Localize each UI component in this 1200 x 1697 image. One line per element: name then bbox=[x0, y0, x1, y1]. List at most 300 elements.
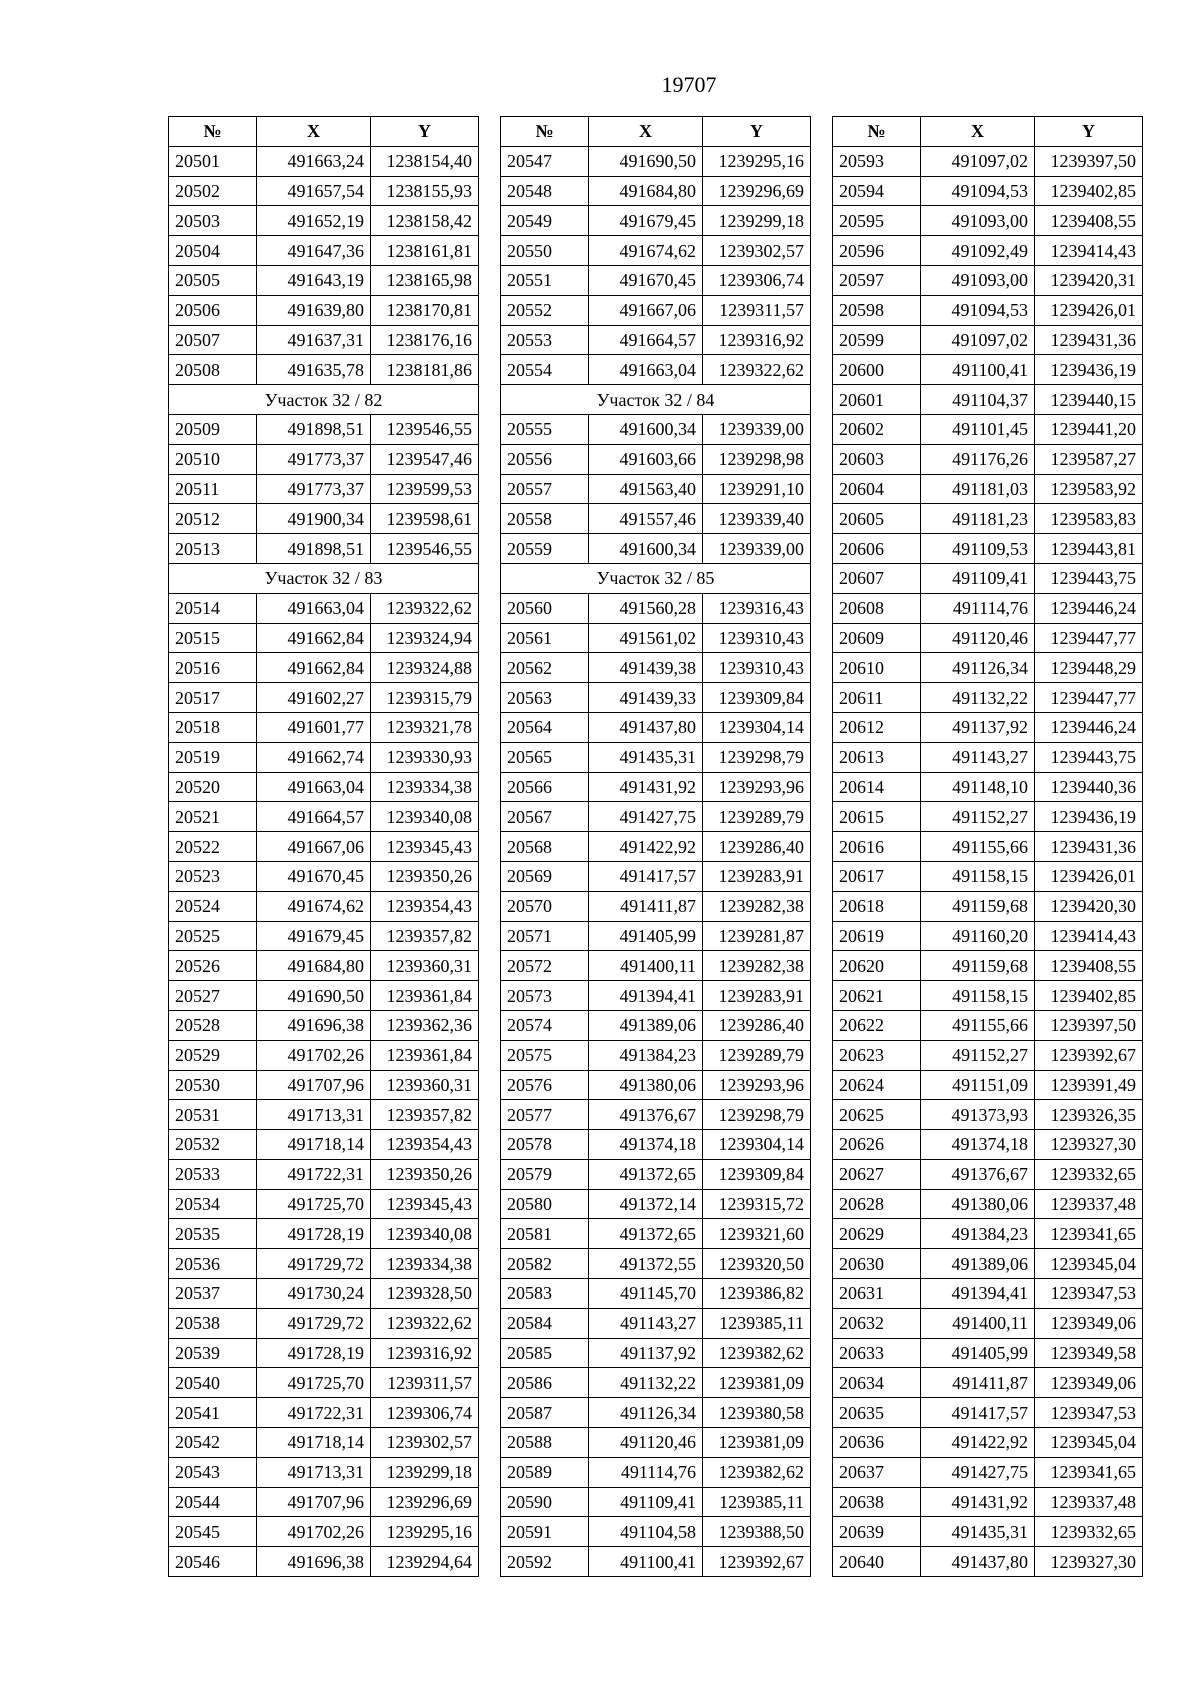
x-coordinate-cell: 491151,09 bbox=[921, 1070, 1035, 1100]
table-row bbox=[501, 772, 811, 802]
x-coordinate-cell: 491674,62 bbox=[257, 891, 371, 921]
point-number-cell: 20575 bbox=[501, 1040, 589, 1070]
y-coordinate-cell: 1239345,43 bbox=[371, 832, 479, 862]
point-number-cell: 20626 bbox=[833, 1130, 921, 1160]
y-coordinate-cell: 1239420,30 bbox=[1035, 891, 1143, 921]
x-coordinate-cell: 491561,02 bbox=[589, 623, 703, 653]
table-row bbox=[501, 1398, 811, 1428]
x-coordinate-cell: 491600,34 bbox=[589, 534, 703, 564]
x-coordinate-cell: 491690,50 bbox=[257, 981, 371, 1011]
y-coordinate-cell: 1239447,77 bbox=[1035, 683, 1143, 713]
table-row bbox=[501, 1279, 811, 1309]
table-row bbox=[501, 474, 811, 504]
table-row bbox=[501, 1368, 811, 1398]
table-row bbox=[169, 951, 479, 981]
y-coordinate-cell: 1239385,11 bbox=[703, 1308, 811, 1338]
x-coordinate-cell: 491097,02 bbox=[921, 325, 1035, 355]
y-coordinate-cell: 1239298,79 bbox=[703, 742, 811, 772]
point-number-cell: 20608 bbox=[833, 593, 921, 623]
y-coordinate-cell: 1239324,94 bbox=[371, 623, 479, 653]
y-coordinate-cell: 1239402,85 bbox=[1035, 981, 1143, 1011]
y-coordinate-cell: 1239334,38 bbox=[371, 772, 479, 802]
table-row bbox=[833, 861, 1143, 891]
x-coordinate-cell: 491725,70 bbox=[257, 1189, 371, 1219]
y-coordinate-cell: 1239293,96 bbox=[703, 1070, 811, 1100]
point-number-cell: 20510 bbox=[169, 444, 257, 474]
x-coordinate-cell: 491132,22 bbox=[921, 683, 1035, 713]
y-coordinate-cell: 1239386,82 bbox=[703, 1279, 811, 1309]
point-number-cell: 20524 bbox=[169, 891, 257, 921]
x-coordinate-cell: 491707,96 bbox=[257, 1487, 371, 1517]
y-coordinate-cell: 1239426,01 bbox=[1035, 861, 1143, 891]
y-coordinate-cell: 1239441,20 bbox=[1035, 414, 1143, 444]
x-coordinate-cell: 491898,51 bbox=[257, 414, 371, 444]
table-row bbox=[501, 891, 811, 921]
y-coordinate-cell: 1239291,10 bbox=[703, 474, 811, 504]
y-coordinate-cell: 1239587,27 bbox=[1035, 444, 1143, 474]
point-number-cell: 20611 bbox=[833, 683, 921, 713]
table-row bbox=[501, 593, 811, 623]
point-number-cell: 20576 bbox=[501, 1070, 589, 1100]
x-coordinate-cell: 491670,45 bbox=[257, 861, 371, 891]
x-coordinate-cell: 491439,38 bbox=[589, 653, 703, 683]
x-coordinate-cell: 491722,31 bbox=[257, 1159, 371, 1189]
point-number-cell: 20623 bbox=[833, 1040, 921, 1070]
y-coordinate-cell: 1239440,36 bbox=[1035, 772, 1143, 802]
table-row bbox=[169, 1100, 479, 1130]
x-coordinate-cell: 491093,00 bbox=[921, 265, 1035, 295]
point-number-cell: 20553 bbox=[501, 325, 589, 355]
y-coordinate-cell: 1239361,84 bbox=[371, 981, 479, 1011]
y-coordinate-cell: 1239345,04 bbox=[1035, 1249, 1143, 1279]
table-row bbox=[833, 563, 1143, 593]
header-x: X bbox=[589, 117, 703, 147]
table-row bbox=[169, 1070, 479, 1100]
y-coordinate-cell: 1238158,42 bbox=[371, 206, 479, 236]
point-number-cell: 20522 bbox=[169, 832, 257, 862]
table-row bbox=[501, 712, 811, 742]
x-coordinate-cell: 491389,06 bbox=[589, 1010, 703, 1040]
y-coordinate-cell: 1239322,62 bbox=[703, 355, 811, 385]
table-row bbox=[833, 1279, 1143, 1309]
y-coordinate-cell: 1239446,24 bbox=[1035, 712, 1143, 742]
table-row bbox=[833, 981, 1143, 1011]
table-row bbox=[833, 1457, 1143, 1487]
x-coordinate-cell: 491158,15 bbox=[921, 981, 1035, 1011]
table-row bbox=[833, 1547, 1143, 1577]
table-row bbox=[833, 1428, 1143, 1458]
point-number-cell: 20509 bbox=[169, 414, 257, 444]
table-row bbox=[501, 265, 811, 295]
x-coordinate-cell: 491773,37 bbox=[257, 444, 371, 474]
x-coordinate-cell: 491137,92 bbox=[921, 712, 1035, 742]
y-coordinate-cell: 1239350,26 bbox=[371, 1159, 479, 1189]
x-coordinate-cell: 491437,80 bbox=[589, 712, 703, 742]
point-number-cell: 20618 bbox=[833, 891, 921, 921]
x-coordinate-cell: 491900,34 bbox=[257, 504, 371, 534]
table-row bbox=[833, 414, 1143, 444]
point-number-cell: 20559 bbox=[501, 534, 589, 564]
y-coordinate-cell: 1239340,08 bbox=[371, 1219, 479, 1249]
table-row bbox=[169, 325, 479, 355]
y-coordinate-cell: 1239282,38 bbox=[703, 891, 811, 921]
point-number-cell: 20535 bbox=[169, 1219, 257, 1249]
x-coordinate-cell: 491094,53 bbox=[921, 176, 1035, 206]
point-number-cell: 20552 bbox=[501, 295, 589, 325]
table-row bbox=[833, 206, 1143, 236]
y-coordinate-cell: 1239546,55 bbox=[371, 414, 479, 444]
point-number-cell: 20633 bbox=[833, 1338, 921, 1368]
y-coordinate-cell: 1239302,57 bbox=[371, 1428, 479, 1458]
section-row bbox=[169, 563, 479, 593]
coordinates-table-3 bbox=[832, 116, 1143, 1577]
table-row bbox=[501, 1517, 811, 1547]
point-number-cell: 20578 bbox=[501, 1130, 589, 1160]
y-coordinate-cell: 1239332,65 bbox=[1035, 1517, 1143, 1547]
x-coordinate-cell: 491389,06 bbox=[921, 1249, 1035, 1279]
y-coordinate-cell: 1239281,87 bbox=[703, 921, 811, 951]
point-number-cell: 20538 bbox=[169, 1308, 257, 1338]
y-coordinate-cell: 1239332,65 bbox=[1035, 1159, 1143, 1189]
point-number-cell: 20585 bbox=[501, 1338, 589, 1368]
x-coordinate-cell: 491384,23 bbox=[589, 1040, 703, 1070]
table-row bbox=[169, 1159, 479, 1189]
y-coordinate-cell: 1239322,62 bbox=[371, 1308, 479, 1338]
y-coordinate-cell: 1239431,36 bbox=[1035, 325, 1143, 355]
x-coordinate-cell: 491679,45 bbox=[589, 206, 703, 236]
x-coordinate-cell: 491411,87 bbox=[589, 891, 703, 921]
x-coordinate-cell: 491431,92 bbox=[921, 1487, 1035, 1517]
point-number-cell: 20582 bbox=[501, 1249, 589, 1279]
y-coordinate-cell: 1239339,00 bbox=[703, 534, 811, 564]
x-coordinate-cell: 491725,70 bbox=[257, 1368, 371, 1398]
table-row bbox=[833, 236, 1143, 266]
x-coordinate-cell: 491713,31 bbox=[257, 1100, 371, 1130]
table-row bbox=[169, 1040, 479, 1070]
table-row bbox=[169, 1517, 479, 1547]
point-number-cell: 20584 bbox=[501, 1308, 589, 1338]
point-number-cell: 20544 bbox=[169, 1487, 257, 1517]
table-row bbox=[169, 206, 479, 236]
point-number-cell: 20592 bbox=[501, 1547, 589, 1577]
table-row bbox=[169, 1487, 479, 1517]
table-row bbox=[169, 1308, 479, 1338]
point-number-cell: 20631 bbox=[833, 1279, 921, 1309]
table-row bbox=[501, 861, 811, 891]
table-header-row bbox=[169, 117, 479, 147]
x-coordinate-cell: 491773,37 bbox=[257, 474, 371, 504]
x-coordinate-cell: 491603,66 bbox=[589, 444, 703, 474]
table-row bbox=[833, 832, 1143, 862]
table-row bbox=[501, 236, 811, 266]
point-number-cell: 20587 bbox=[501, 1398, 589, 1428]
x-coordinate-cell: 491422,92 bbox=[921, 1428, 1035, 1458]
point-number-cell: 20601 bbox=[833, 385, 921, 415]
table-row bbox=[169, 1130, 479, 1160]
x-coordinate-cell: 491374,18 bbox=[589, 1130, 703, 1160]
y-coordinate-cell: 1239304,14 bbox=[703, 1130, 811, 1160]
x-coordinate-cell: 491376,67 bbox=[589, 1100, 703, 1130]
point-number-cell: 20600 bbox=[833, 355, 921, 385]
table-row bbox=[501, 1189, 811, 1219]
x-coordinate-cell: 491160,20 bbox=[921, 921, 1035, 951]
x-coordinate-cell: 491702,26 bbox=[257, 1040, 371, 1070]
x-coordinate-cell: 491696,38 bbox=[257, 1547, 371, 1577]
x-coordinate-cell: 491181,23 bbox=[921, 504, 1035, 534]
table-row bbox=[169, 593, 479, 623]
section-title: Участок 32 / 85 bbox=[501, 563, 811, 593]
y-coordinate-cell: 1239339,40 bbox=[703, 504, 811, 534]
point-number-cell: 20621 bbox=[833, 981, 921, 1011]
y-coordinate-cell: 1239298,79 bbox=[703, 1100, 811, 1130]
table-row bbox=[501, 295, 811, 325]
point-number-cell: 20572 bbox=[501, 951, 589, 981]
y-coordinate-cell: 1239382,62 bbox=[703, 1457, 811, 1487]
y-coordinate-cell: 1239397,50 bbox=[1035, 146, 1143, 176]
table-row bbox=[169, 891, 479, 921]
table-row bbox=[169, 683, 479, 713]
point-number-cell: 20518 bbox=[169, 712, 257, 742]
table-row bbox=[833, 504, 1143, 534]
table-row bbox=[833, 1308, 1143, 1338]
y-coordinate-cell: 1239392,67 bbox=[1035, 1040, 1143, 1070]
point-number-cell: 20612 bbox=[833, 712, 921, 742]
y-coordinate-cell: 1239341,65 bbox=[1035, 1219, 1143, 1249]
x-coordinate-cell: 491601,77 bbox=[257, 712, 371, 742]
x-coordinate-cell: 491663,04 bbox=[589, 355, 703, 385]
y-coordinate-cell: 1239302,57 bbox=[703, 236, 811, 266]
point-number-cell: 20545 bbox=[169, 1517, 257, 1547]
point-number-cell: 20589 bbox=[501, 1457, 589, 1487]
table-row bbox=[833, 1189, 1143, 1219]
point-number-cell: 20562 bbox=[501, 653, 589, 683]
point-number-cell: 20529 bbox=[169, 1040, 257, 1070]
x-coordinate-cell: 491422,92 bbox=[589, 832, 703, 862]
x-coordinate-cell: 491109,53 bbox=[921, 534, 1035, 564]
x-coordinate-cell: 491100,41 bbox=[589, 1547, 703, 1577]
x-coordinate-cell: 491707,96 bbox=[257, 1070, 371, 1100]
point-number-cell: 20634 bbox=[833, 1368, 921, 1398]
table-row bbox=[501, 206, 811, 236]
table-row bbox=[169, 802, 479, 832]
x-coordinate-cell: 491702,26 bbox=[257, 1517, 371, 1547]
x-coordinate-cell: 491100,41 bbox=[921, 355, 1035, 385]
x-coordinate-cell: 491431,92 bbox=[589, 772, 703, 802]
x-coordinate-cell: 491667,06 bbox=[589, 295, 703, 325]
x-coordinate-cell: 491728,19 bbox=[257, 1338, 371, 1368]
table-row bbox=[501, 981, 811, 1011]
y-coordinate-cell: 1238181,86 bbox=[371, 355, 479, 385]
point-number-cell: 20603 bbox=[833, 444, 921, 474]
point-number-cell: 20567 bbox=[501, 802, 589, 832]
y-coordinate-cell: 1239360,31 bbox=[371, 951, 479, 981]
table-row bbox=[501, 1130, 811, 1160]
y-coordinate-cell: 1239583,92 bbox=[1035, 474, 1143, 504]
y-coordinate-cell: 1239392,67 bbox=[703, 1547, 811, 1577]
table-row bbox=[169, 832, 479, 862]
x-coordinate-cell: 491730,24 bbox=[257, 1279, 371, 1309]
point-number-cell: 20639 bbox=[833, 1517, 921, 1547]
x-coordinate-cell: 491557,46 bbox=[589, 504, 703, 534]
y-coordinate-cell: 1239397,50 bbox=[1035, 1010, 1143, 1040]
table-row bbox=[501, 1308, 811, 1338]
point-number-cell: 20506 bbox=[169, 295, 257, 325]
point-number-cell: 20590 bbox=[501, 1487, 589, 1517]
point-number-cell: 20558 bbox=[501, 504, 589, 534]
x-coordinate-cell: 491405,99 bbox=[921, 1338, 1035, 1368]
x-coordinate-cell: 491439,33 bbox=[589, 683, 703, 713]
table-body bbox=[169, 146, 479, 1576]
point-number-cell: 20574 bbox=[501, 1010, 589, 1040]
x-coordinate-cell: 491372,65 bbox=[589, 1219, 703, 1249]
point-number-cell: 20635 bbox=[833, 1398, 921, 1428]
point-number-cell: 20604 bbox=[833, 474, 921, 504]
table-row bbox=[169, 265, 479, 295]
x-coordinate-cell: 491602,27 bbox=[257, 683, 371, 713]
x-coordinate-cell: 491380,06 bbox=[589, 1070, 703, 1100]
table-row bbox=[833, 1398, 1143, 1428]
table-row bbox=[833, 295, 1143, 325]
y-coordinate-cell: 1239315,72 bbox=[703, 1189, 811, 1219]
point-number-cell: 20523 bbox=[169, 861, 257, 891]
x-coordinate-cell: 491380,06 bbox=[921, 1189, 1035, 1219]
x-coordinate-cell: 491417,57 bbox=[589, 861, 703, 891]
table-row bbox=[833, 1338, 1143, 1368]
x-coordinate-cell: 491729,72 bbox=[257, 1308, 371, 1338]
point-number-cell: 20570 bbox=[501, 891, 589, 921]
point-number-cell: 20580 bbox=[501, 1189, 589, 1219]
x-coordinate-cell: 491158,15 bbox=[921, 861, 1035, 891]
table-body bbox=[501, 146, 811, 1576]
table-row bbox=[833, 444, 1143, 474]
x-coordinate-cell: 491372,55 bbox=[589, 1249, 703, 1279]
y-coordinate-cell: 1238176,16 bbox=[371, 325, 479, 355]
point-number-cell: 20507 bbox=[169, 325, 257, 355]
point-number-cell: 20549 bbox=[501, 206, 589, 236]
point-number-cell: 20595 bbox=[833, 206, 921, 236]
y-coordinate-cell: 1239337,48 bbox=[1035, 1189, 1143, 1219]
table-row bbox=[501, 355, 811, 385]
x-coordinate-cell: 491417,57 bbox=[921, 1398, 1035, 1428]
section-row bbox=[169, 385, 479, 415]
point-number-cell: 20554 bbox=[501, 355, 589, 385]
y-coordinate-cell: 1239295,16 bbox=[703, 146, 811, 176]
table-row bbox=[501, 921, 811, 951]
x-coordinate-cell: 491109,41 bbox=[589, 1487, 703, 1517]
x-coordinate-cell: 491155,66 bbox=[921, 1010, 1035, 1040]
y-coordinate-cell: 1239309,84 bbox=[703, 1159, 811, 1189]
table-row bbox=[169, 653, 479, 683]
y-coordinate-cell: 1239350,26 bbox=[371, 861, 479, 891]
table-row bbox=[169, 504, 479, 534]
y-coordinate-cell: 1239440,15 bbox=[1035, 385, 1143, 415]
y-coordinate-cell: 1239310,43 bbox=[703, 623, 811, 653]
table-row bbox=[501, 832, 811, 862]
x-coordinate-cell: 491109,41 bbox=[921, 563, 1035, 593]
point-number-cell: 20609 bbox=[833, 623, 921, 653]
y-coordinate-cell: 1239381,09 bbox=[703, 1428, 811, 1458]
table-row bbox=[169, 1189, 479, 1219]
x-coordinate-cell: 491094,53 bbox=[921, 295, 1035, 325]
y-coordinate-cell: 1239340,08 bbox=[371, 802, 479, 832]
point-number-cell: 20629 bbox=[833, 1219, 921, 1249]
point-number-cell: 20505 bbox=[169, 265, 257, 295]
y-coordinate-cell: 1239583,83 bbox=[1035, 504, 1143, 534]
x-coordinate-cell: 491114,76 bbox=[921, 593, 1035, 623]
y-coordinate-cell: 1239311,57 bbox=[703, 295, 811, 325]
point-number-cell: 20512 bbox=[169, 504, 257, 534]
point-number-cell: 20536 bbox=[169, 1249, 257, 1279]
point-number-cell: 20537 bbox=[169, 1279, 257, 1309]
y-coordinate-cell: 1239294,64 bbox=[371, 1547, 479, 1577]
x-coordinate-cell: 491104,37 bbox=[921, 385, 1035, 415]
y-coordinate-cell: 1239443,81 bbox=[1035, 534, 1143, 564]
x-coordinate-cell: 491690,50 bbox=[589, 146, 703, 176]
y-coordinate-cell: 1239306,74 bbox=[703, 265, 811, 295]
point-number-cell: 20568 bbox=[501, 832, 589, 862]
x-coordinate-cell: 491373,93 bbox=[921, 1100, 1035, 1130]
y-coordinate-cell: 1239354,43 bbox=[371, 1130, 479, 1160]
point-number-cell: 20543 bbox=[169, 1457, 257, 1487]
table-row bbox=[169, 742, 479, 772]
point-number-cell: 20556 bbox=[501, 444, 589, 474]
table-row bbox=[169, 1547, 479, 1577]
table-row bbox=[501, 742, 811, 772]
point-number-cell: 20602 bbox=[833, 414, 921, 444]
y-coordinate-cell: 1239327,30 bbox=[1035, 1547, 1143, 1577]
y-coordinate-cell: 1239448,29 bbox=[1035, 653, 1143, 683]
point-number-cell: 20542 bbox=[169, 1428, 257, 1458]
x-coordinate-cell: 491143,27 bbox=[921, 742, 1035, 772]
point-number-cell: 20527 bbox=[169, 981, 257, 1011]
point-number-cell: 20599 bbox=[833, 325, 921, 355]
point-number-cell: 20530 bbox=[169, 1070, 257, 1100]
header-number: № bbox=[833, 117, 921, 147]
x-coordinate-cell: 491159,68 bbox=[921, 891, 1035, 921]
point-number-cell: 20606 bbox=[833, 534, 921, 564]
y-coordinate-cell: 1239326,35 bbox=[1035, 1100, 1143, 1130]
point-number-cell: 20620 bbox=[833, 951, 921, 981]
y-coordinate-cell: 1239306,74 bbox=[371, 1398, 479, 1428]
table-row bbox=[833, 802, 1143, 832]
y-coordinate-cell: 1239316,43 bbox=[703, 593, 811, 623]
table-row bbox=[169, 1010, 479, 1040]
x-coordinate-cell: 491664,57 bbox=[257, 802, 371, 832]
table-row bbox=[169, 1249, 479, 1279]
point-number-cell: 20569 bbox=[501, 861, 589, 891]
x-coordinate-cell: 491400,11 bbox=[921, 1308, 1035, 1338]
table-row bbox=[169, 712, 479, 742]
point-number-cell: 20616 bbox=[833, 832, 921, 862]
point-number-cell: 20501 bbox=[169, 146, 257, 176]
point-number-cell: 20513 bbox=[169, 534, 257, 564]
x-coordinate-cell: 491667,06 bbox=[257, 832, 371, 862]
table-row bbox=[169, 295, 479, 325]
x-coordinate-cell: 491126,34 bbox=[589, 1398, 703, 1428]
point-number-cell: 20583 bbox=[501, 1279, 589, 1309]
table-row bbox=[501, 951, 811, 981]
x-coordinate-cell: 491176,26 bbox=[921, 444, 1035, 474]
point-number-cell: 20547 bbox=[501, 146, 589, 176]
table-row bbox=[833, 1070, 1143, 1100]
point-number-cell: 20588 bbox=[501, 1428, 589, 1458]
point-number-cell: 20565 bbox=[501, 742, 589, 772]
table-row bbox=[501, 802, 811, 832]
table-row bbox=[501, 146, 811, 176]
point-number-cell: 20508 bbox=[169, 355, 257, 385]
table-row bbox=[169, 1338, 479, 1368]
x-coordinate-cell: 491159,68 bbox=[921, 951, 1035, 981]
